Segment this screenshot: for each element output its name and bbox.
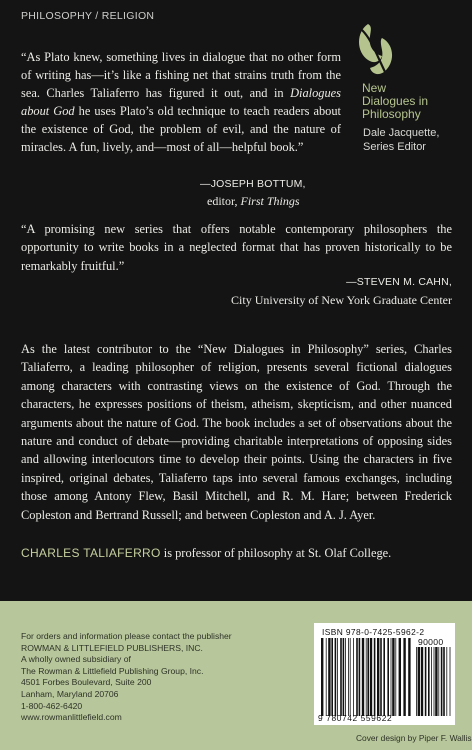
barcode-bar: [335, 638, 337, 716]
barcode-bar: [418, 647, 420, 716]
barcode-bar: [331, 638, 333, 716]
barcode-bar: [377, 638, 379, 716]
barcode-bar: [345, 638, 346, 716]
publisher-line: A wholly owned subsidiary of: [21, 654, 131, 665]
barcode-bar: [337, 638, 338, 716]
ean-digits: 9 780742 559622: [318, 713, 393, 723]
barcode-bar: [366, 638, 367, 716]
author-bio: [21, 544, 452, 562]
publisher-line: ROWMAN & LITTLEFIELD PUBLISHERS, INC.: [21, 642, 203, 653]
barcode-bar: [348, 638, 349, 716]
publisher-line: The Rowman & Littlefield Publishing Group, Inc.: [21, 665, 204, 676]
author-name: CHARLES TALIAFERRO: [21, 546, 161, 560]
barcode-bar: [416, 647, 417, 716]
series-name-line: Dialogues in: [362, 94, 429, 108]
barcode-bar: [435, 647, 437, 716]
endorser-role: editor, First Things: [207, 194, 300, 208]
barcode-bar: [353, 638, 354, 716]
series-editor-line: Dale Jacquette,: [363, 127, 440, 139]
barcode-bar: [425, 647, 427, 716]
barcode-bar: [383, 638, 385, 716]
series-editor: [363, 126, 439, 154]
series-name-line: Philosophy: [362, 107, 421, 121]
barcode-bar: [392, 638, 394, 716]
endorser-name: —STEVEN M. CAHN,: [346, 276, 452, 288]
barcode-bar: [321, 638, 323, 716]
barcode-bar: [431, 647, 432, 716]
ean-barcode-bars: [321, 638, 411, 716]
endorsement-quote-2: “A promising new series that offers notable contemporary philosophers the opportunity to write books in a neglected format that has proven historically to be remarkably fruitful.”: [21, 222, 452, 273]
book-description: As the latest contributor to the “New Dialogues in Philosophy” series, Charles Taliaferro, a leading philosopher of religion, presents several fictional dialogues among characters with contrasting views on the existence of God. Through the characters, he expresses positions of theism, atheism, skepticism, and other nuanced arguments about the nature of God. The book includes a set of observations about the nature and conduct of debate—providing charitable interpretations of opposing sides and allowing interlocutors time to develop their points. Using the characters in five inspired, original debates, Taliaferro taps into several famous exchanges, including those among Antony Flew, Basil Mitchell, and R. M. Hare; between Frederick Copleston and Bertrand Russell; and between Copleston and A. J. Ayer.: [21, 342, 452, 522]
barcode-bar: [443, 647, 445, 716]
barcode-bar: [350, 638, 351, 716]
barcode-bar: [326, 638, 327, 716]
isbn-number: ISBN 978-0-7425-5962-2: [322, 627, 425, 637]
endorser-name: —JOSEPH BOTTUM,: [200, 178, 306, 190]
barcode-bar: [408, 638, 410, 716]
barcode-bar: [421, 647, 423, 716]
barcode-bar: [359, 638, 361, 716]
publisher-line: 1-800-462-6420: [21, 700, 83, 711]
book-title: Dialogues about God: [21, 86, 341, 119]
barcode-bar: [438, 647, 439, 716]
barcode-bar: [374, 638, 376, 716]
endorsement-attribution-2: [200, 273, 452, 309]
series-name-line: New: [362, 81, 387, 95]
publisher-line: 4501 Forbes Boulevard, Suite 200: [21, 677, 152, 688]
barcode-bar: [362, 638, 364, 716]
endorsement-attribution-1: [200, 176, 360, 210]
barcode-bar: [395, 638, 396, 716]
dialogue-leaf-icon: [352, 18, 400, 82]
barcode-bar: [403, 638, 405, 716]
series-name: [362, 82, 428, 121]
endorsement-quote-1: “As Plato knew, something lives in dialogue that no other form of writing has—it’s like a fishing net that strains truth from the sea. Charles Taliaferro has figured it out, and in Dialogues about God he uses Plato’s old technique to teach readers about the existence of God, the problem of evil, and the nature of miracles. A fun, lively, and—most of all—helpful book.”: [21, 50, 341, 155]
barcode-bar: [446, 647, 447, 716]
barcode-bar: [399, 638, 401, 716]
category-label: PHILOSOPHY / RELIGION: [21, 10, 155, 22]
price-barcode-bars: [416, 647, 452, 716]
publisher-info: [21, 631, 232, 724]
isbn-barcode: [314, 623, 455, 725]
endorser-role: City University of New York Graduate Center: [231, 293, 452, 307]
barcode-bar: [428, 647, 430, 716]
barcode-bar: [328, 638, 330, 716]
barcode-bar: [450, 647, 451, 716]
price-code: 90000: [418, 637, 444, 647]
publisher-line: For orders and information please contact the publisher: [21, 631, 232, 641]
barcode-bar: [356, 638, 358, 716]
cover-credit: Cover design by Piper F. Wallis: [356, 733, 472, 743]
barcode-bar: [380, 638, 382, 716]
barcode-bar: [434, 647, 435, 716]
publisher-line: Lanham, Maryland 20706: [21, 688, 119, 699]
barcode-bar: [343, 638, 345, 716]
barcode-bar: [441, 647, 443, 716]
barcode-bar: [367, 638, 369, 716]
publisher-website: www.rowmanlittlefield.com: [21, 712, 122, 723]
barcode-bar: [387, 638, 389, 716]
barcode-bar: [391, 638, 392, 716]
barcode-bar: [340, 638, 342, 716]
barcode-bar: [370, 638, 372, 716]
author-bio-text: is professor of philosophy at St. Olaf College.: [160, 546, 392, 560]
series-editor-line: Series Editor: [363, 141, 426, 153]
publisher-footer: [0, 601, 472, 750]
